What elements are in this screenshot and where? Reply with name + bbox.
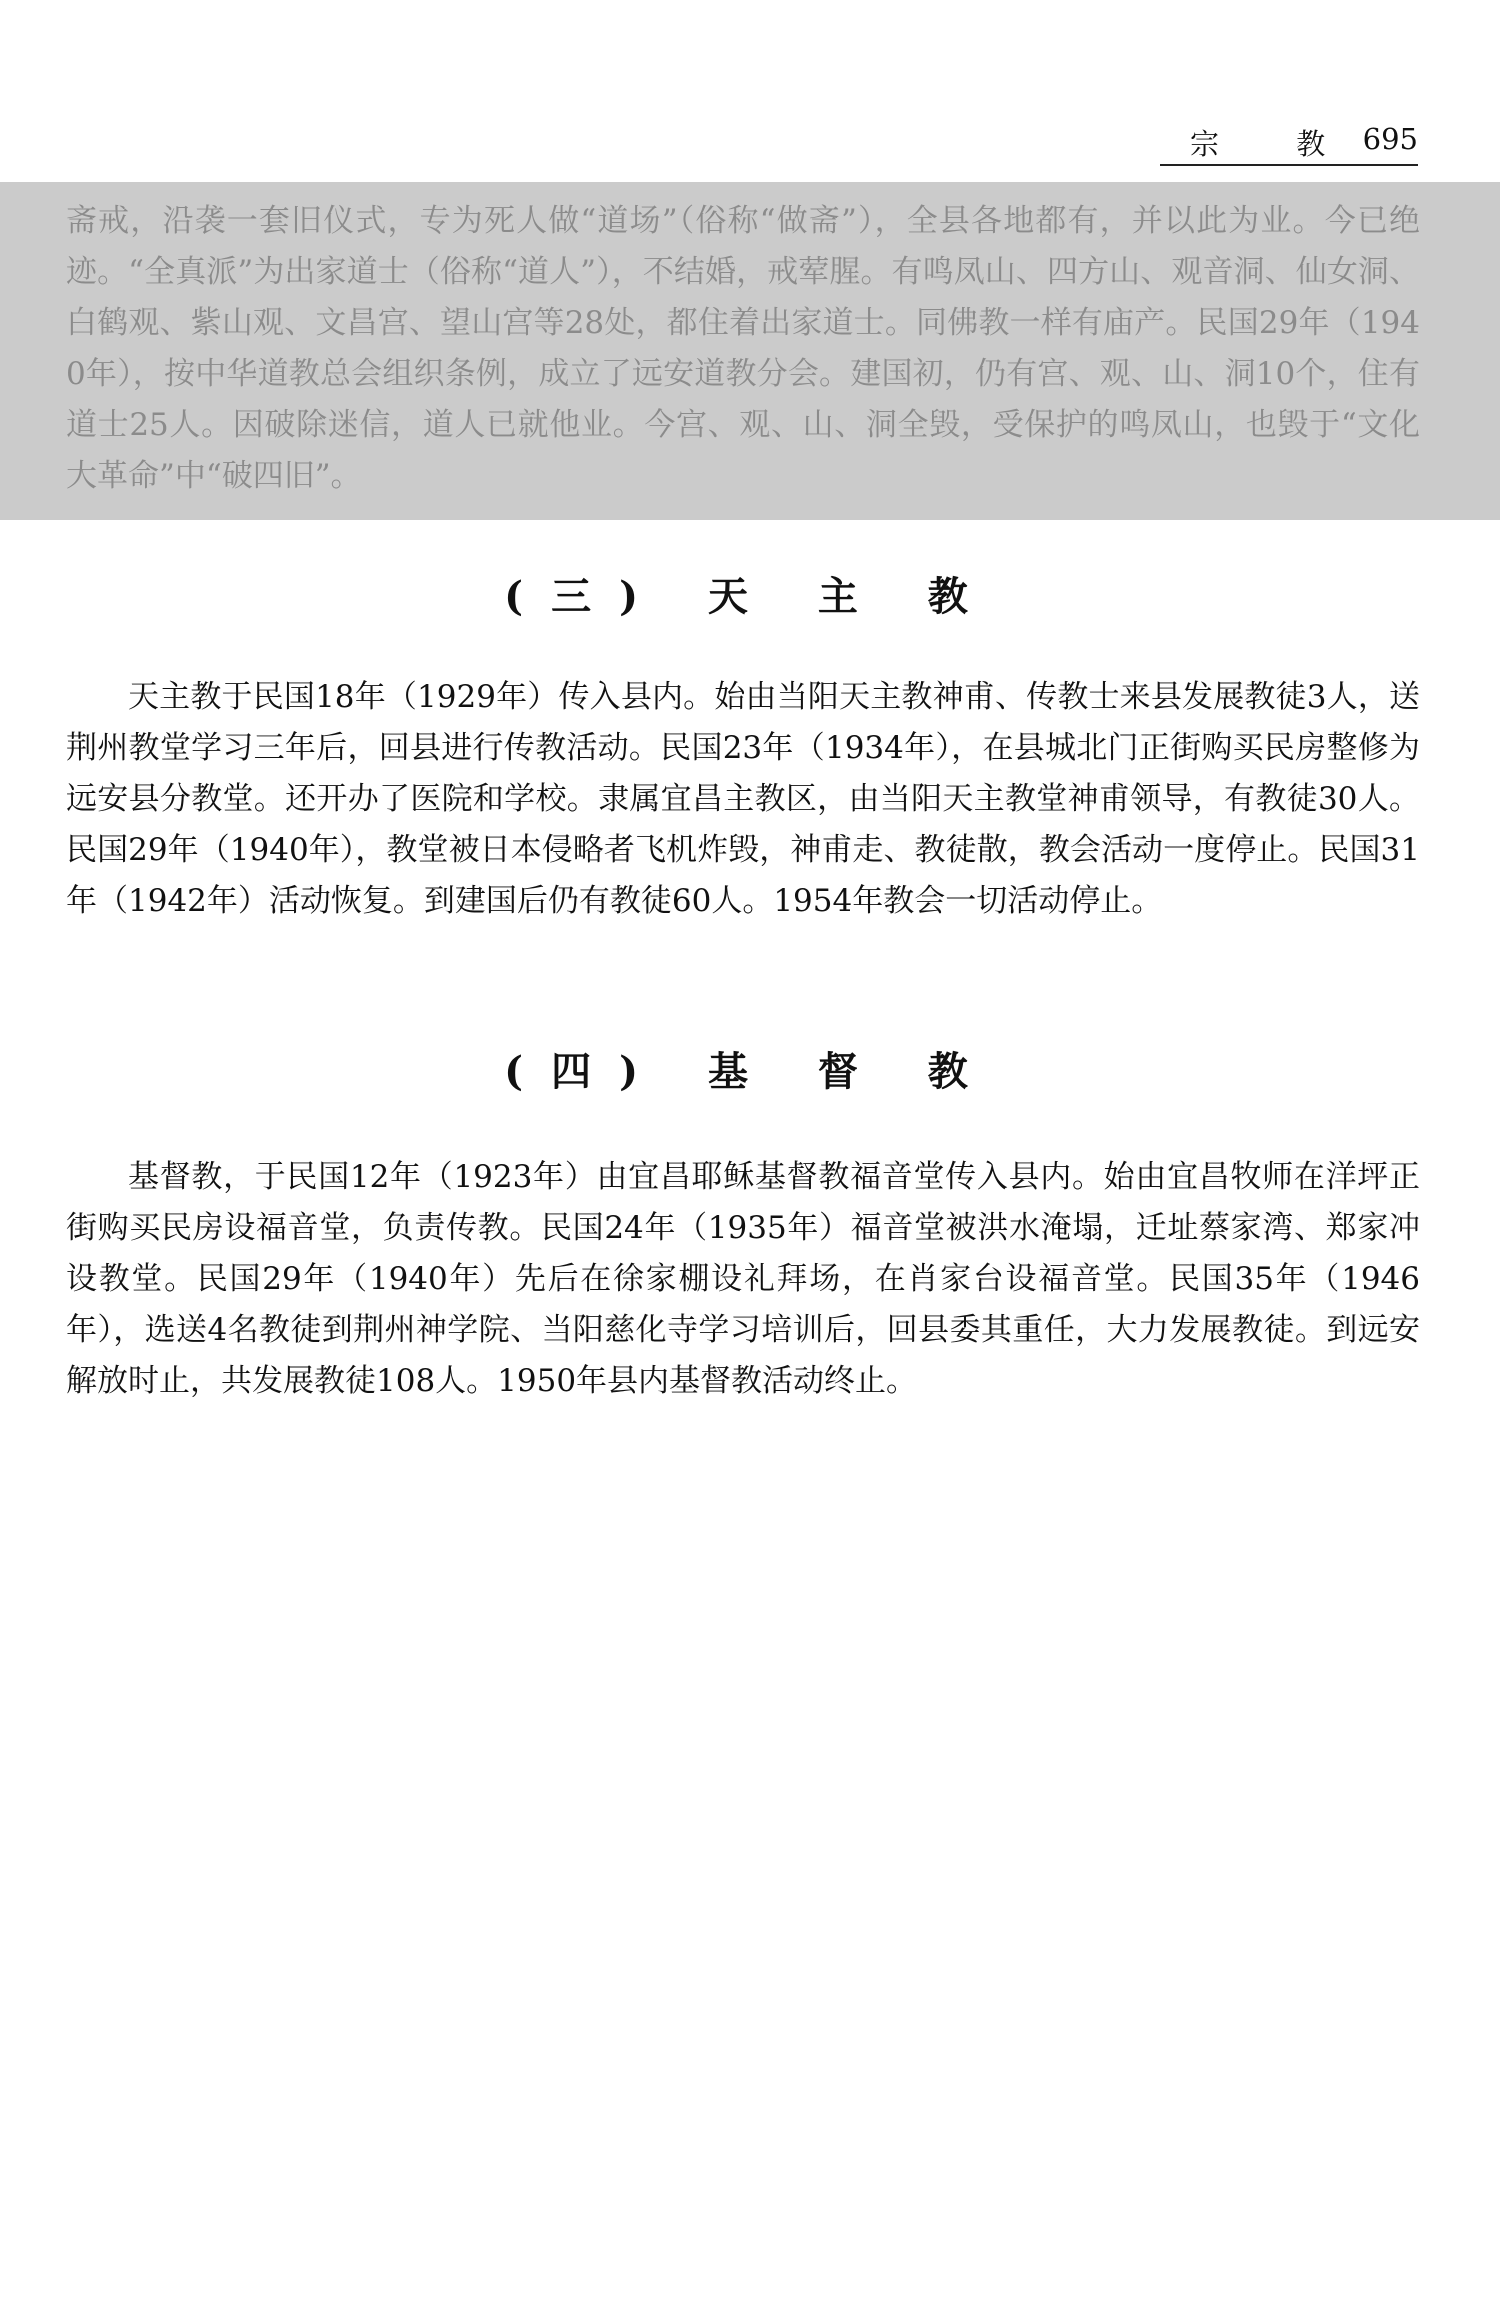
paragraph-christianity: 基督教，于民国12年（1923年）由宜昌耶稣基督教福音堂传入县内。始由宜昌牧师在洋坪正街购买民房设福音堂，负责传教。民国24年（1935年）福音堂被洪水淹塌，迁址蔡家湾、郑家冲设教堂。民国29年（1940年）先后在徐家棚设礼拜场，在肖家台设福音堂。民国35年（1946年），选送4名教徒到荆州神学院、当阳慈化寺学习培训后，回县委其重任，大力发展教徒。到远安解放时止，共发展教徒108人。1950年县内基督教活动终止。 <box>66 1159 1420 1399</box>
paragraph-catholicism: 天主教于民国18年（1929年）传入县内。始由当阳天主教神甫、传教士来县发展教徒3人，送荆州教堂学习三年后，回县进行传教活动。民国23年（1934年），在县城北门正街购买民房整修为远安县分教堂。还开办了医院和学校。隶属宜昌主教区，由当阳天主教堂神甫领导，有教徒30人。民国29年（1940年），教堂被日本侵略者飞机炸毁，神甫走、教徒散，教会活动一度停止。民国31年（1942年）活动恢复。到建国后仍有教徒60人。1954年教会一切活动停止。 <box>66 679 1420 919</box>
section-heading-christianity: (四) 基 督 教 <box>504 1048 996 1095</box>
page-number: 695 <box>1362 122 1418 156</box>
section-title: 宗 教 <box>1190 127 1360 161</box>
section-heading-catholicism: (三) 天 主 教 <box>504 573 996 620</box>
running-header <box>1160 118 1418 166</box>
carryover-paragraph: 斋戒，沿袭一套旧仪式，专为死人做“道场”（俗称“做斋”），全县各地都有，并以此为业。今已绝迹。“全真派”为出家道士（俗称“道人”），不结婚，戒荤腥。有鸣凤山、四方山、观音洞、仙女洞、白鹤观、紫山观、文昌宫、望山宫等28处，都住着出家道士。同佛教一样有庙产。民国29年（1940年），按中华道教总会组织条例，成立了远安道教分会。建国初，仍有宫、观、山、洞10个，住有道士25人。因破除迷信，道人已就他业。今宫、观、山、洞全毁，受保护的鸣凤山，也毁于“文化大革命”中“破四旧”。 <box>66 203 1420 494</box>
